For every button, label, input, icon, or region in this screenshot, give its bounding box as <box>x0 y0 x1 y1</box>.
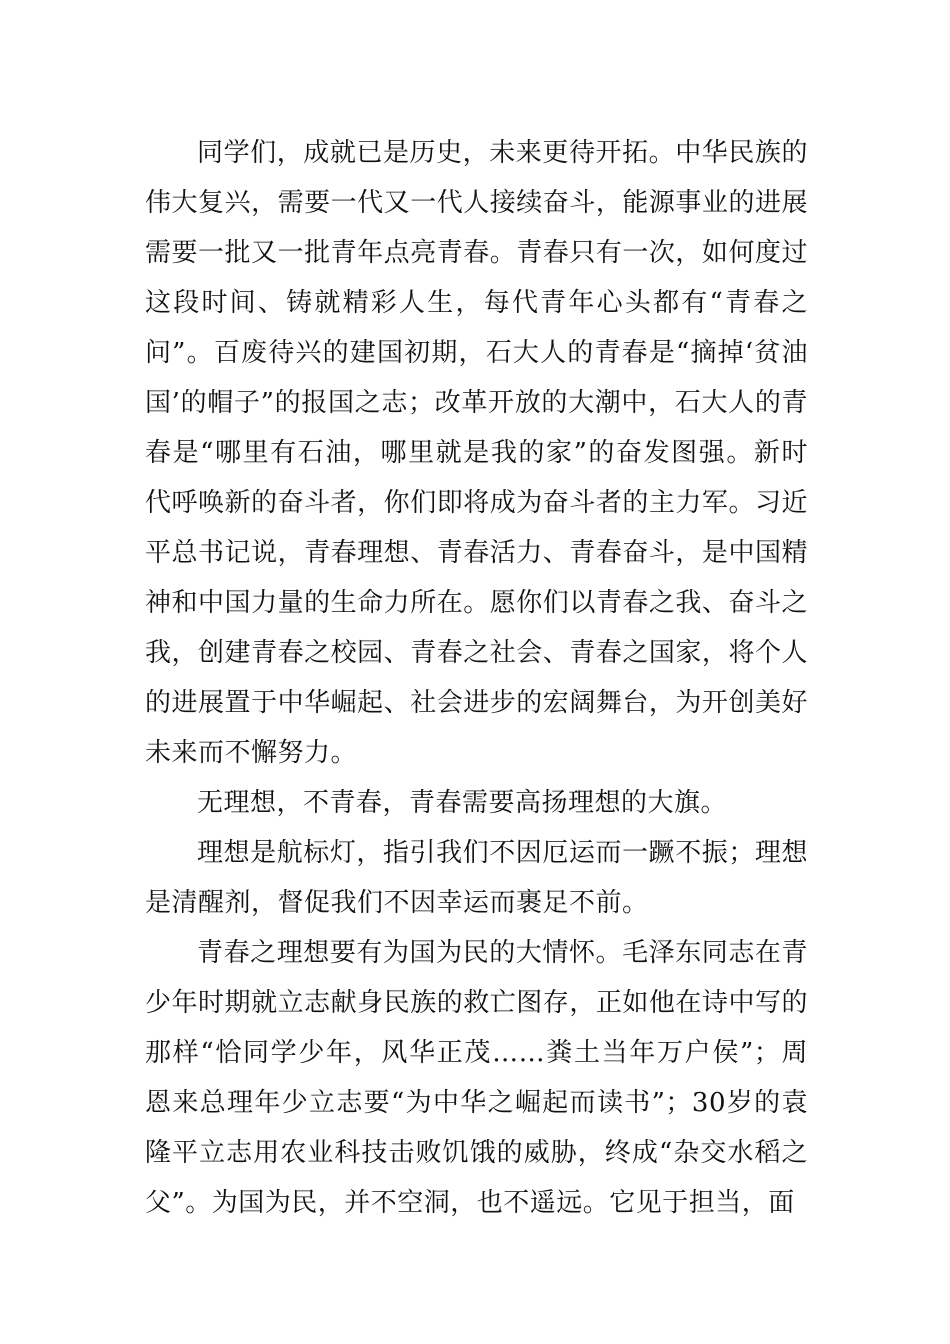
paragraph-2: 无理想，不青春，青春需要高扬理想的大旗。 <box>197 788 728 818</box>
paragraph-4: 青春之理想要有为国为民的大情怀。毛泽东同志在青少年时期就立志献身民族的救亡图存，正如他在诗中写的那样“恰同学少年，风华正茂……粪土当年万户侯”；周恩来总理年少立志要“为中华之崛起而读书”；30岁的袁隆平立志用农业科技击败饥饿的威胁，终成“杂交水稻之父”。为国为民，并不空洞，也不遥远。它见于担当，面 <box>145 938 808 1218</box>
document-page <box>145 128 808 1228</box>
paragraph-1: 同学们，成就已是历史，未来更待开拓。中华民族的伟大复兴，需要一代又一代人接续奋斗，能源事业的进展需要一批又一批青年点亮青春。青春只有一次，如何度过这段时间、铸就精彩人生，每代青年心头都有“青春之问”。百废待兴的建国初期，石大人的青春是“摘掉‘贫油国’的帽子”的报国之志；改革开放的大潮中，石大人的青春是“哪里有石油，哪里就是我的家”的奋发图强。新时代呼唤新的奋斗者，你们即将成为奋斗者的主力军。习近平总书记说，青春理想、青春活力、青春奋斗，是中国精神和中国力量的生命力所在。愿你们以青春之我、奋斗之我，创建青春之校园、青春之社会、青春之国家，将个人的进展置于中华崛起、社会进步的宏阔舞台，为开创美好未来而不懈努力。 <box>145 138 808 768</box>
paragraph-3: 理想是航标灯，指引我们不因厄运而一蹶不振；理想是清醒剂，督促我们不因幸运而裹足不前。 <box>145 838 808 918</box>
